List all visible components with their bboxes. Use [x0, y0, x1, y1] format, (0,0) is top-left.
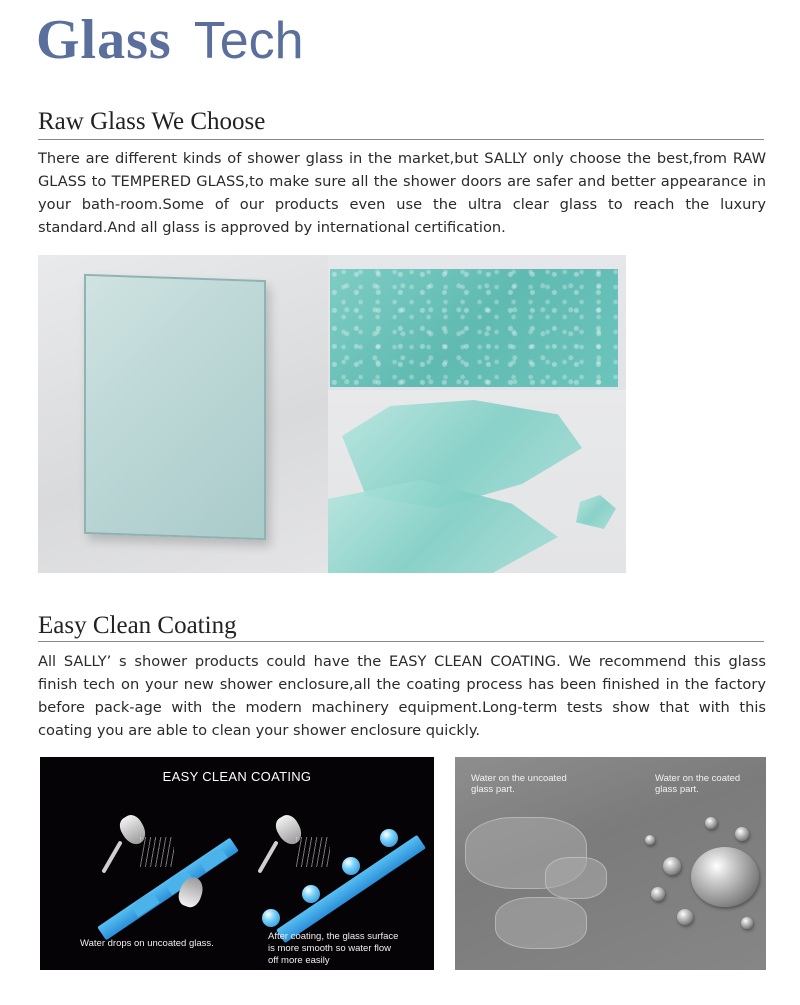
broken-tempered-glass-photo [328, 390, 626, 573]
easy-clean-diagram [40, 757, 434, 970]
brand-title-glass: Glass [36, 9, 172, 71]
caption-coated-line1: After coating, the glass surface [268, 931, 399, 942]
glass-shard [328, 480, 558, 573]
glass-sheet-photo [38, 255, 328, 573]
water-bead [677, 909, 693, 925]
water-spray [140, 837, 174, 867]
water-smear [545, 857, 607, 899]
label-coated-line1: Water on the coated [655, 773, 741, 784]
raw-glass-image [38, 255, 626, 573]
glass-sheet [84, 274, 266, 540]
water-bead-icon [262, 909, 280, 927]
section-divider [38, 139, 764, 140]
textured-glass-photo [330, 269, 618, 387]
water-bead-icon [380, 829, 398, 847]
diagram-title: EASY CLEAN COATING [162, 769, 312, 784]
label-uncoated-line1: Water on the uncoated [471, 773, 567, 784]
label-uncoated-line2: glass part. [471, 784, 515, 795]
caption-coated-line3: off more easily [268, 955, 330, 966]
section-title-raw-glass: Raw Glass We Choose [38, 108, 266, 135]
water-bead [705, 817, 717, 829]
easy-clean-paragraph: All SALLY’ s shower products could have the EASY CLEAN COATING. We recommend this glass finish tech on your new shower enclosure,all the coating process has been finished in the factory before pack-age with the modern machinery equipment.Long-term tests show that with this coating you are able to clean your shower enclosure quickly. [38, 653, 766, 739]
brand-title [36, 8, 304, 71]
shower-arm-icon [257, 840, 278, 873]
water-bead [691, 847, 759, 907]
shower-arm-icon [101, 840, 122, 873]
water-bead [663, 857, 681, 875]
brand-title-tech: Tech [193, 12, 304, 70]
caption-coated-line2: is more smooth so water flow [268, 943, 392, 954]
water-comparison-photo [455, 757, 766, 970]
water-bead [741, 917, 753, 929]
water-spray [296, 837, 330, 867]
water-bead [645, 835, 655, 845]
water-bead-icon [302, 885, 320, 903]
water-bead [651, 887, 665, 901]
section-divider [38, 641, 764, 642]
raw-glass-paragraph: There are different kinds of shower glass in the market,but SALLY only choose the best,from RAW GLASS to TEMPERED GLASS,to make sure all the shower doors are safer and better appearance in your bath-room.Some of our products even use the ultra clear glass to reach the luxury standard.And all glass is approved by international certification. [38, 150, 766, 236]
section-title-easy-clean: Easy Clean Coating [38, 612, 237, 639]
water-smear [495, 897, 587, 949]
label-coated-line2: glass part. [655, 784, 699, 795]
water-bead-icon [342, 857, 360, 875]
glass-shard [576, 495, 616, 529]
caption-uncoated: Water drops on uncoated glass. [80, 938, 214, 949]
water-bead [735, 827, 749, 841]
